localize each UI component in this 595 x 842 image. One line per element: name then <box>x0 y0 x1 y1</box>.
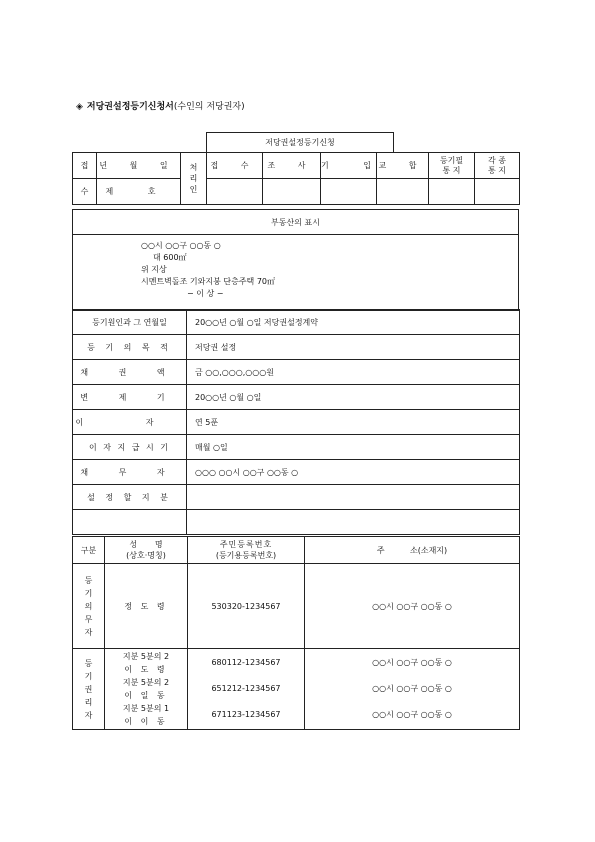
obligee-ids <box>188 649 305 730</box>
row-label: 설 정 할 지 분 <box>73 485 187 510</box>
obligee-name: 이 이 동 <box>124 717 168 726</box>
property-line: − 이 상 − <box>187 289 224 298</box>
col-various-notice: 각 종 통 지 <box>475 153 520 179</box>
property-line: 시멘트벽돌조 기와지붕 단층주택 70㎡ <box>141 277 275 286</box>
row-value <box>187 485 520 510</box>
title-sub: (수인의 저당권자) <box>173 102 245 112</box>
obligee-addresses <box>305 649 520 730</box>
reception-label-top: 접 <box>73 153 97 179</box>
row-label: 이 자 지 급 시 기 <box>73 435 187 460</box>
reception-table <box>72 152 520 205</box>
row-label: 변 제 기 <box>73 385 187 410</box>
row-value: 연 5푼 <box>187 410 520 435</box>
col-entry: 기 입 <box>321 153 377 179</box>
obligee-share: 지분 5분의 1 <box>122 704 170 713</box>
row-value: 매월 ○일 <box>187 435 520 460</box>
row-label: 채 권 액 <box>73 360 187 385</box>
obligor-label: 등 기 의 무 자 <box>73 564 105 649</box>
cell-investigation-blank <box>263 179 321 205</box>
id-header: 주민등록번호 (등기용등록번호) <box>188 537 305 564</box>
cell-collation-blank <box>377 179 429 205</box>
obligee-name: 이 도 령 <box>124 665 168 674</box>
name-header: 성 명 (상호·명칭) <box>105 537 188 564</box>
registration-details-table <box>72 309 520 535</box>
col-investigation: 조 사 <box>263 153 321 179</box>
obligee-address: ○○시 ○○구 ○○동 ○ <box>372 658 452 667</box>
row-label: 이 자 <box>73 410 187 435</box>
property-line: ○○시 ○○구 ○○동 ○ <box>141 241 221 250</box>
property-description <box>73 235 519 311</box>
cell-entry-blank <box>321 179 377 205</box>
obligee-address: ○○시 ○○구 ○○동 ○ <box>372 684 452 693</box>
obligee-address: ○○시 ○○구 ○○동 ○ <box>372 710 452 719</box>
property-line: 위 지상 <box>141 265 167 274</box>
obligee-names <box>105 649 188 730</box>
obligor-id: 530320-1234567 <box>188 564 305 649</box>
obligee-share: 지분 5분의 2 <box>122 678 170 687</box>
year-month-day: 년 월 일 <box>97 153 181 179</box>
col-reception: 접 수 <box>207 153 263 179</box>
row-value: 20○○년 ○월 ○일 <box>187 385 520 410</box>
obligee-id: 651212-1234567 <box>211 684 281 693</box>
row-label <box>73 510 187 535</box>
obligor-name: 정 도 령 <box>105 564 188 649</box>
row-value <box>187 510 520 535</box>
obligee-name: 이 일 동 <box>124 691 168 700</box>
application-header-title: 저당권설정등기신청 <box>206 132 394 153</box>
address-header: 주 소(소재지) <box>305 537 520 564</box>
cell-various-notice-blank <box>475 179 520 205</box>
document-title <box>76 99 245 112</box>
property-table <box>72 209 519 311</box>
obligee-id: 671123-1234567 <box>211 710 281 719</box>
property-line: 대 600㎡ <box>153 253 187 262</box>
processor-label: 처 리 인 <box>181 153 207 205</box>
row-label: 등기원인과 그 연월일 <box>73 310 187 335</box>
reception-label-bottom: 수 <box>73 179 97 205</box>
title-main: 저당권설정등기신청서 <box>86 102 174 112</box>
obligor-address: ○○시 ○○구 ○○동 ○ <box>305 564 520 649</box>
row-value: ○○○ ○○시 ○○구 ○○동 ○ <box>187 460 520 485</box>
reception-number: 제 호 <box>97 179 181 205</box>
obligee-id: 680112-1234567 <box>211 658 281 667</box>
division-header: 구분 <box>73 537 105 564</box>
col-registration-notice: 등기필 통 지 <box>429 153 475 179</box>
row-label: 등 기 의 목 적 <box>73 335 187 360</box>
obligee-share: 지분 5분의 2 <box>122 652 170 661</box>
diamond-bullet-icon: ◈ <box>76 102 83 112</box>
row-value: 20○○년 ○월 ○일 저당권설정계약 <box>187 310 520 335</box>
obligee-label: 등 기 권 리 자 <box>73 649 105 730</box>
cell-registration-notice-blank <box>429 179 475 205</box>
row-value: 저당권 설정 <box>187 335 520 360</box>
parties-table <box>72 536 520 730</box>
row-value: 금 ○○,○○○,○○○원 <box>187 360 520 385</box>
row-label: 채 무 자 <box>73 460 187 485</box>
property-heading: 부동산의 표시 <box>73 210 519 235</box>
col-collation: 교 합 <box>377 153 429 179</box>
cell-reception-blank <box>207 179 263 205</box>
